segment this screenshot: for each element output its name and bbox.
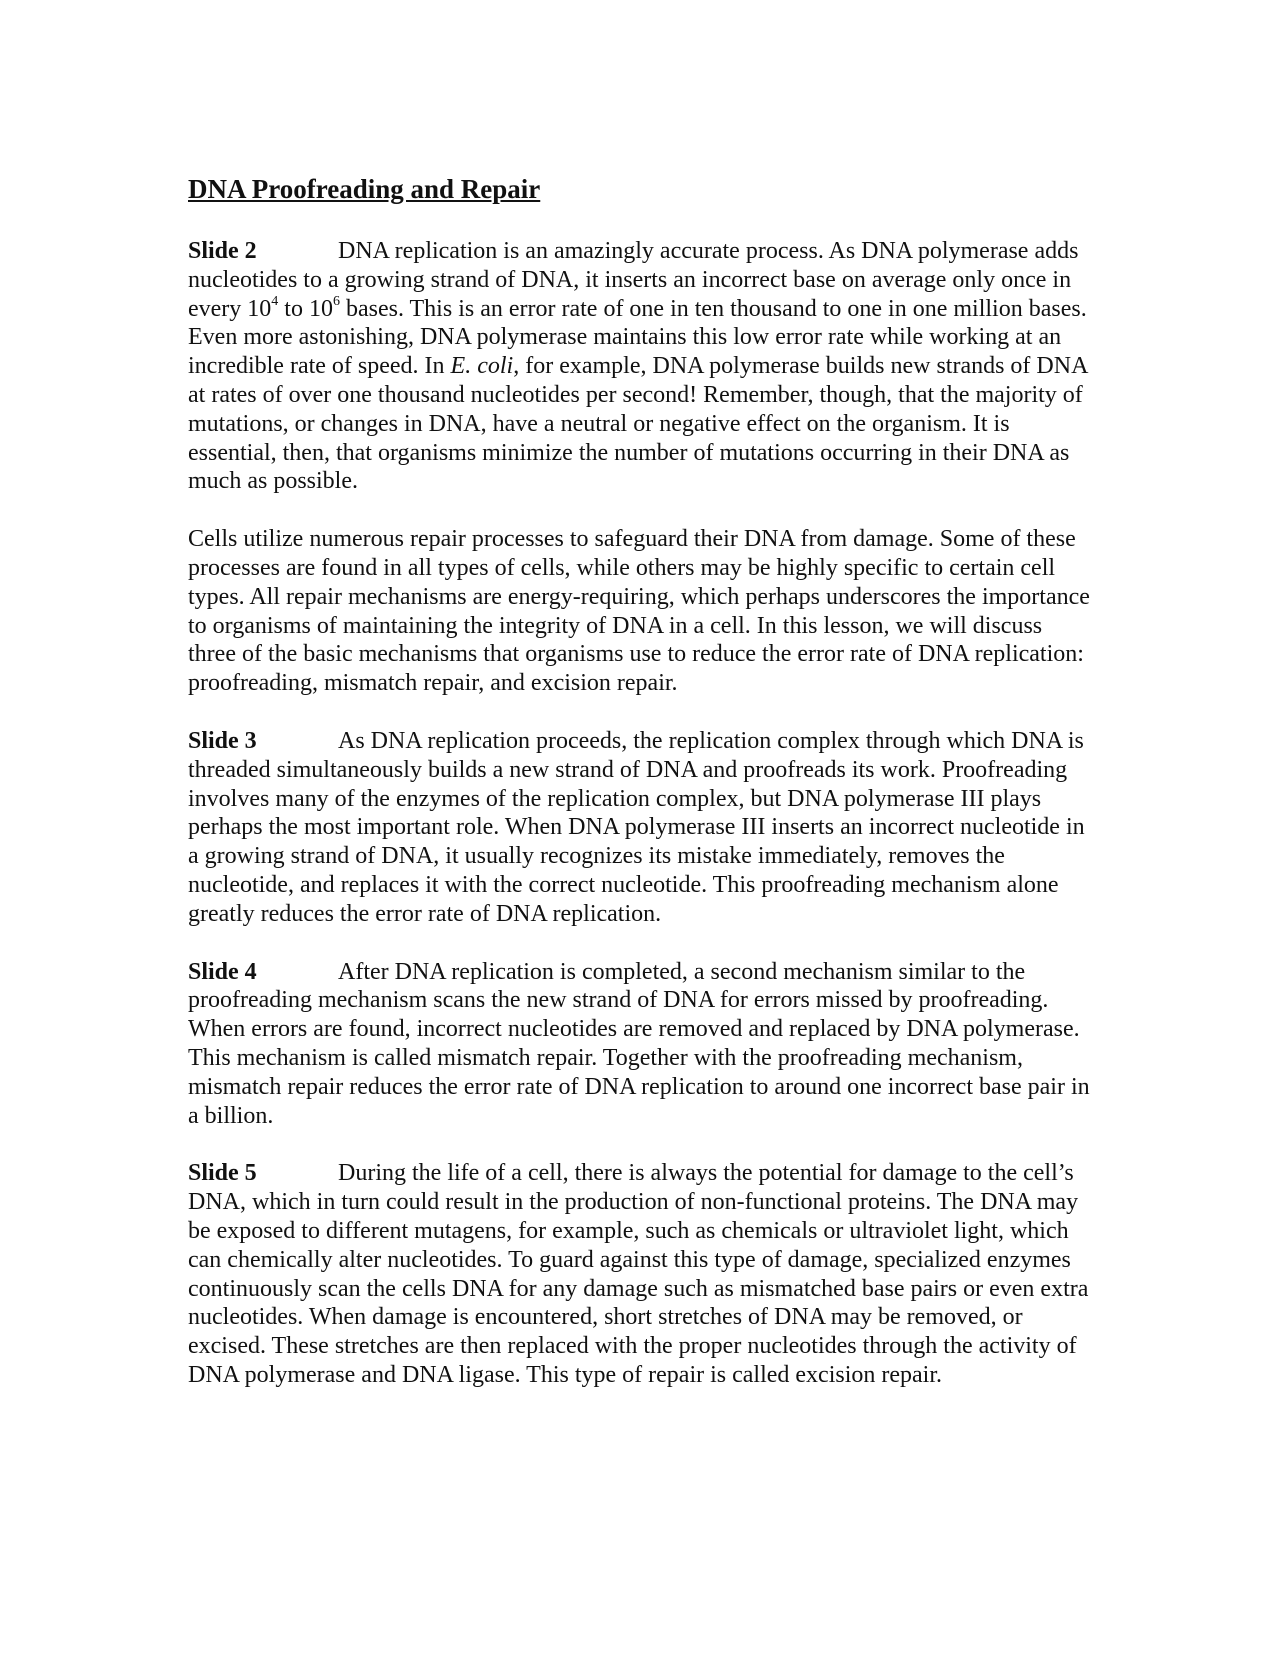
species-name: E. coli — [450, 353, 514, 380]
document-body — [188, 172, 1093, 1419]
slide-4-label: Slide 4 — [188, 958, 257, 985]
slide-2-paragraph — [188, 237, 1093, 496]
slide-5-paragraph — [188, 1159, 1093, 1389]
slide-3-label: Slide 3 — [188, 727, 257, 754]
slide-2-text-d: , for example, DNA polymerase builds new strands of DNA at rates of over one thousand nucleotides per second! Remember, though, that the majority of mutations, or changes in DNA, have a neutral or negative effect on the organism. It is essential, then, that organisms minimize the number of mutations occurring in their DNA as much as possible. — [188, 353, 1088, 495]
slide-5-text: During the life of a cell, there is always the potential for damage to the cell’s DNA, which in turn could result in the production of non-functional proteins. The DNA may be exposed to different mutagens, for example, such as chemicals or ultraviolet light, which can chemically alter nucleotides. To guard against this type of damage, specialized enzymes continuously scan the cells DNA for any damage such as mismatched base pairs or even extra nucleotides. When damage is encountered, short stretches of DNA may be removed, or excised. These stretches are then replaced with the proper nucleotides through the activity of DNA polymerase and DNA ligase. This type of repair is called excision repair. — [188, 1160, 1089, 1388]
slide-3-paragraph — [188, 727, 1093, 929]
slide-2-text-a: DNA replication is an amazingly accurate process. As DNA polymerase adds nucleotides to a growing strand of DNA, it inserts an incorrect base on average only once in every 10 — [188, 238, 1079, 322]
slide-4-text: After DNA replication is completed, a second mechanism similar to the proofreading mechanism scans the new strand of DNA for errors missed by proofreading. When errors are found, incorrect nucleotides are removed and replaced by DNA polymerase. This mechanism is called mismatch repair. Together with the proofreading mechanism, mismatch repair reduces the error rate of DNA replication to around one incorrect base pair in a billion. — [188, 958, 1090, 1129]
slide-5-label: Slide 5 — [188, 1160, 257, 1187]
exponent-6: 6 — [332, 293, 340, 309]
slide-2-text-c: bases. This is an error rate of one in ten thousand to one in one million bases. Even more astonishing, DNA polymerase maintains this low error rate while working at an incredible rate of speed. In — [188, 295, 1087, 380]
document-title: DNA Proofreading and Repair — [188, 174, 541, 204]
slide-2-label: Slide 2 — [188, 238, 257, 264]
exponent-4: 4 — [271, 293, 279, 309]
slide-3-text: As DNA replication proceeds, the replication complex through which DNA is threaded simultaneously builds a new strand of DNA and proofreads its work. Proofreading involves many of the enzymes of the replication complex, but DNA polymerase III plays perhaps the most important role. When DNA polymerase III inserts an incorrect nucleotide in a growing strand of DNA, it usually recognizes its mistake immediately, removes the nucleotide, and replaces it with the correct nucleotide. This proofreading mechanism alone greatly reduces the error rate of DNA replication. — [188, 727, 1085, 927]
slide-2-text-b: to 10 — [278, 295, 333, 322]
slide-4-paragraph — [188, 958, 1093, 1131]
cells-repair-paragraph: Cells utilize numerous repair processes to safeguard their DNA from damage. Some of these processes are found in all types of cells, while others may be highly specific to certain cell types. All repair mechanisms are energy-requiring, which perhaps underscores the importance to organisms of maintaining the integrity of DNA in a cell. In this lesson, we will discuss three of the basic mechanisms that organisms use to reduce the error rate of DNA replication: proofreading, mismatch repair, and excision repair. — [188, 526, 1090, 697]
